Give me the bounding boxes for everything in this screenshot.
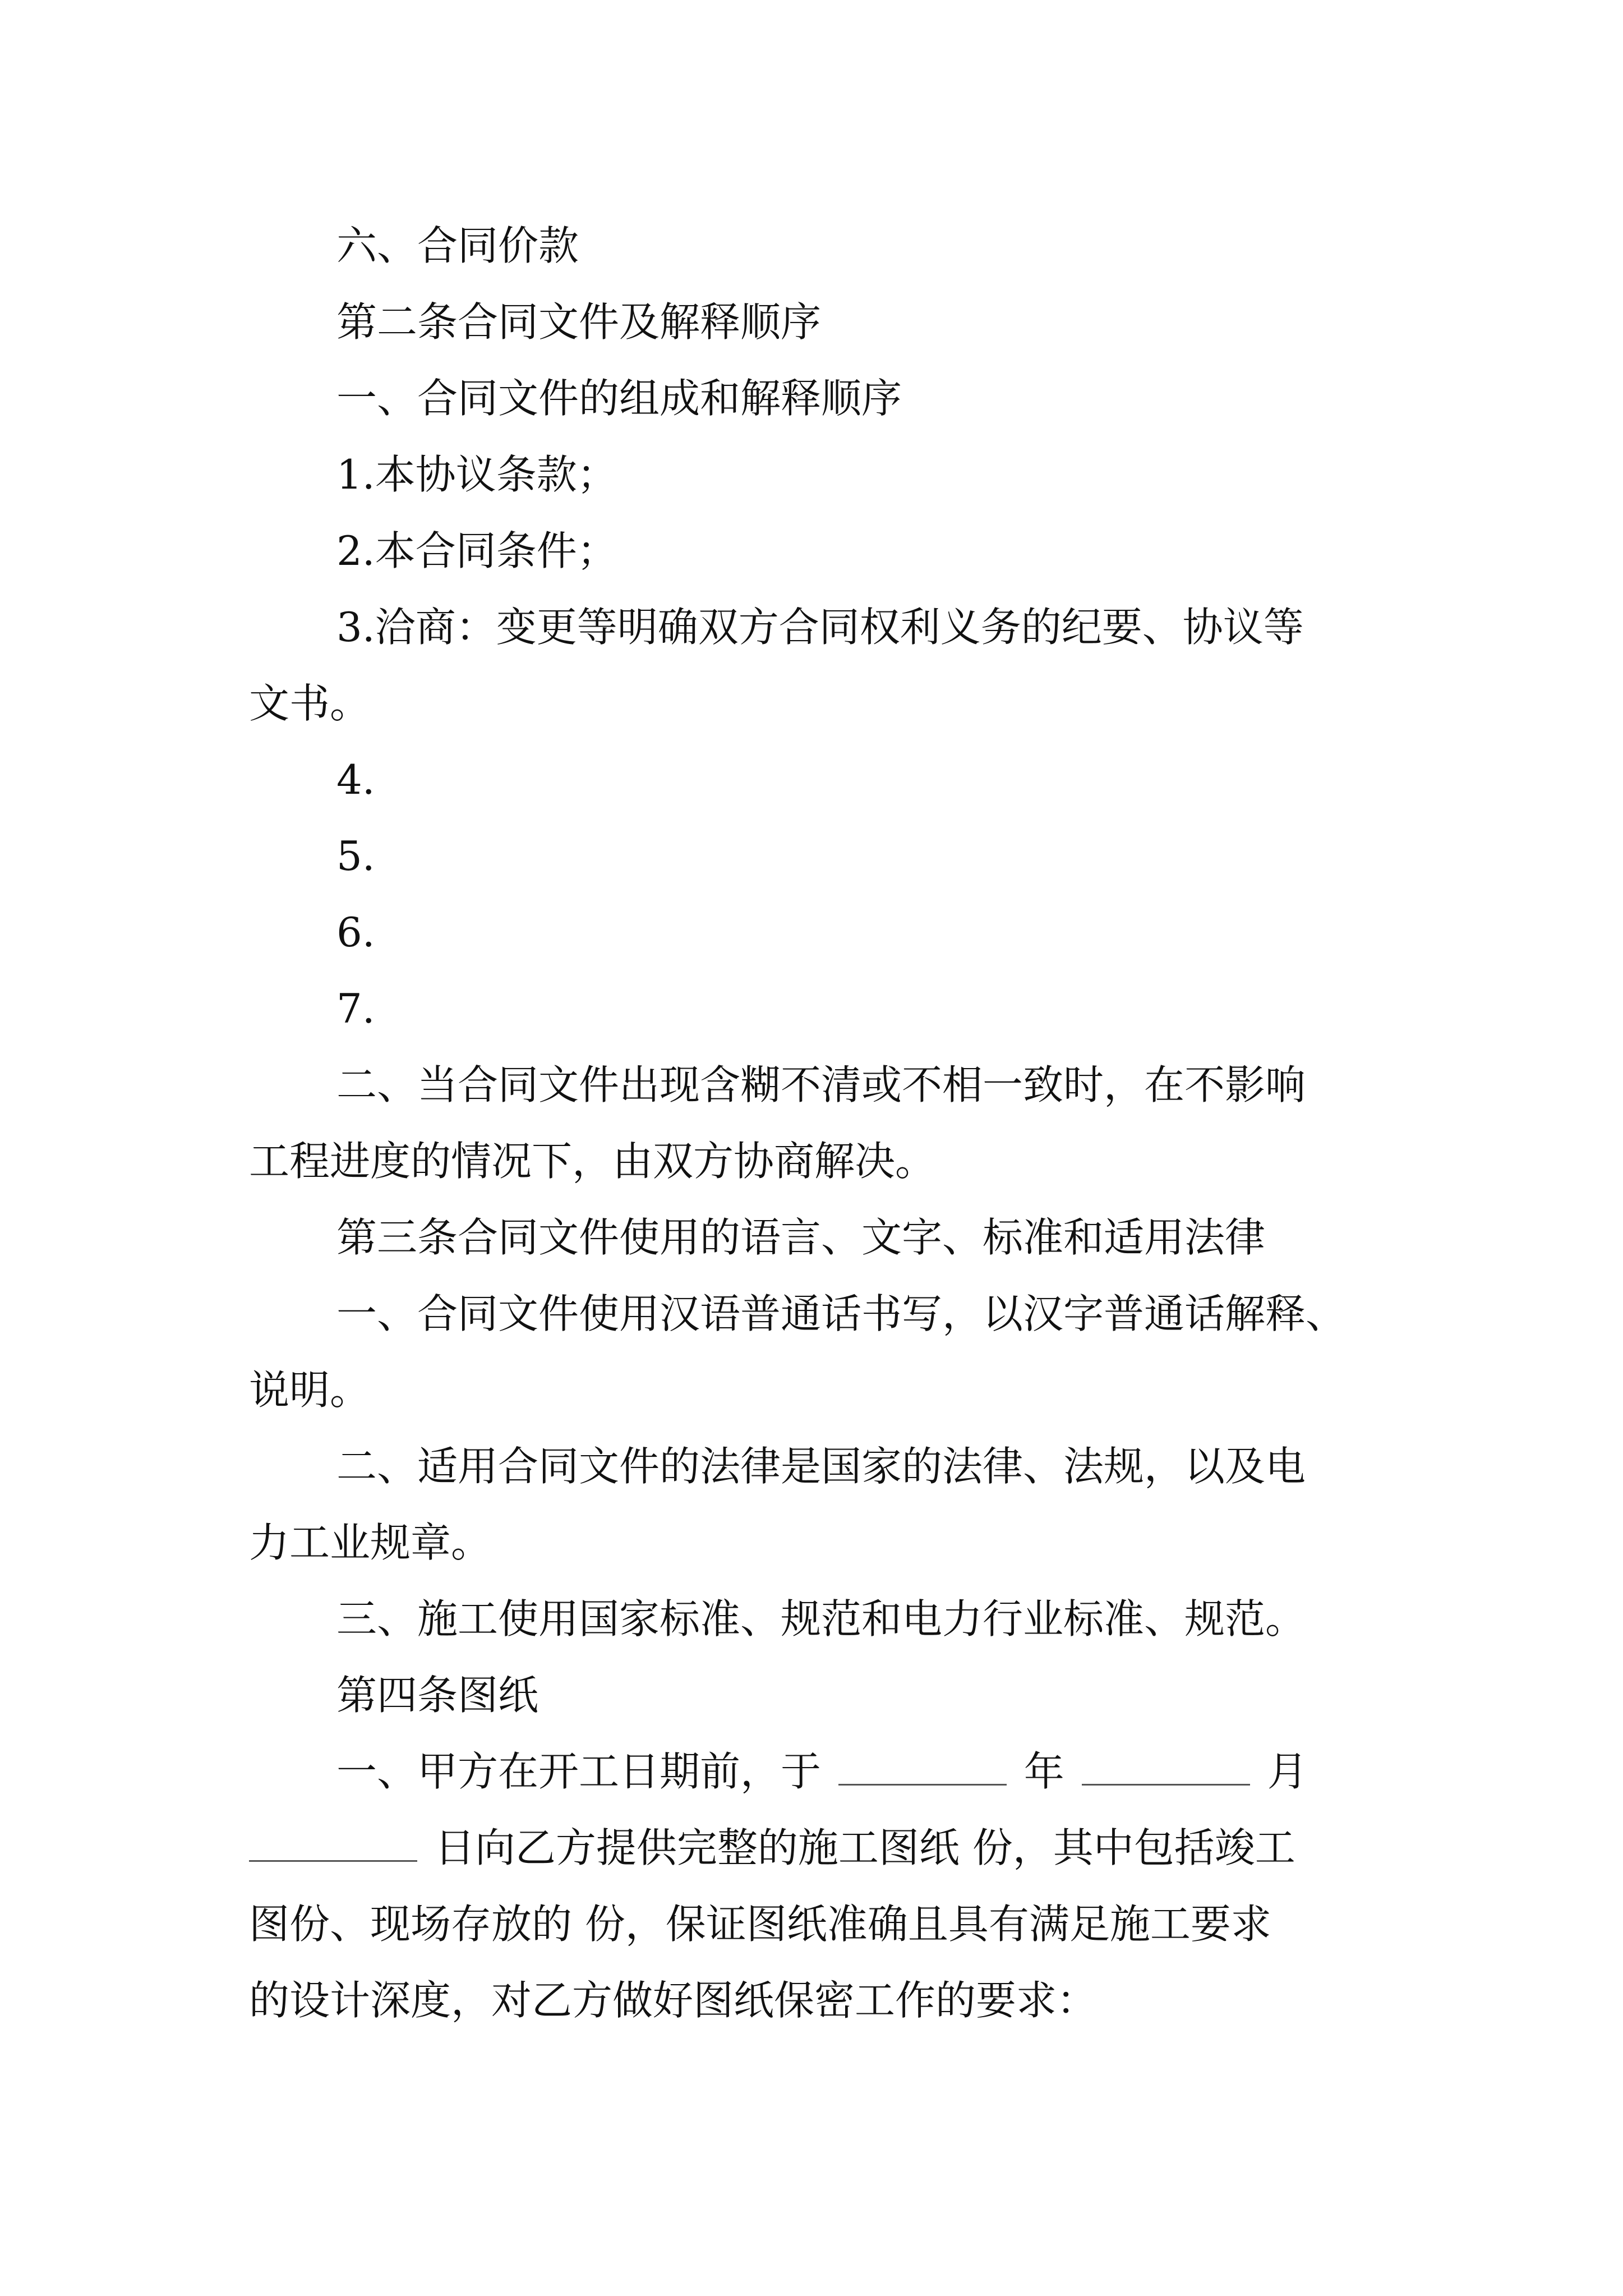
clause-line xyxy=(249,1810,1410,1886)
paragraph: 二、适用合同文件的法律是国家的法律、法规，以及电 xyxy=(336,1443,1306,1490)
article-heading: 第二条合同文件及解释顺序 xyxy=(336,298,822,346)
article-heading: 第三条合同文件使用的语言、文字、标准和适用法律 xyxy=(336,1214,1266,1261)
month-label: 月 xyxy=(1267,1748,1308,1795)
paragraph: 二、当合同文件出现含糊不清或不相一致时，在不影响 xyxy=(336,1061,1306,1108)
paragraph: 一、合同文件的组成和解释顺序 xyxy=(336,375,902,422)
list-item: 5. xyxy=(336,832,375,880)
list-item-continuation: 文书。 xyxy=(249,680,371,727)
day-blank xyxy=(249,1815,417,1862)
list-item: 6. xyxy=(336,909,375,956)
month-blank xyxy=(1082,1739,1250,1786)
list-item: 3.洽商：变更等明确双方合同权利义务的纪要、协议等 xyxy=(336,604,1304,651)
article-heading: 第四条图纸 xyxy=(336,1672,539,1719)
paragraph: 三、施工使用国家标准、规范和电力行业标准、规范。 xyxy=(336,1595,1306,1642)
list-item: 7. xyxy=(336,985,375,1032)
year-blank xyxy=(838,1739,1007,1786)
clause-text: 一、甲方在开工日期前，于 xyxy=(336,1748,822,1795)
paragraph: 一、合同文件使用汉语普通话书写，以汉字普通话解释、 xyxy=(336,1290,1347,1337)
year-label: 年 xyxy=(1023,1748,1064,1795)
paragraph-continuation: 力工业规章。 xyxy=(249,1519,492,1566)
clause-text: 日向乙方提供完整的施工图纸 份，其中包括竣工 xyxy=(434,1824,1295,1871)
list-item: 1.本协议条款； xyxy=(336,451,617,498)
paragraph-continuation: 工程进度的情况下，由双方协商解决。 xyxy=(249,1138,936,1185)
clause-line: 的设计深度，对乙方做好图纸保密工作的要求： xyxy=(249,1977,1098,2024)
list-item: 2.本合同条件； xyxy=(336,527,617,574)
list-item: 4. xyxy=(336,756,375,803)
clause-line: 图份、现场存放的 份，保证图纸准确且具有满足施工要求 xyxy=(249,1901,1271,1948)
document-body xyxy=(249,208,1410,2039)
paragraph-continuation: 说明。 xyxy=(249,1366,371,1414)
section-heading: 六、合同价款 xyxy=(336,222,579,269)
clause-line xyxy=(249,1733,1410,1810)
